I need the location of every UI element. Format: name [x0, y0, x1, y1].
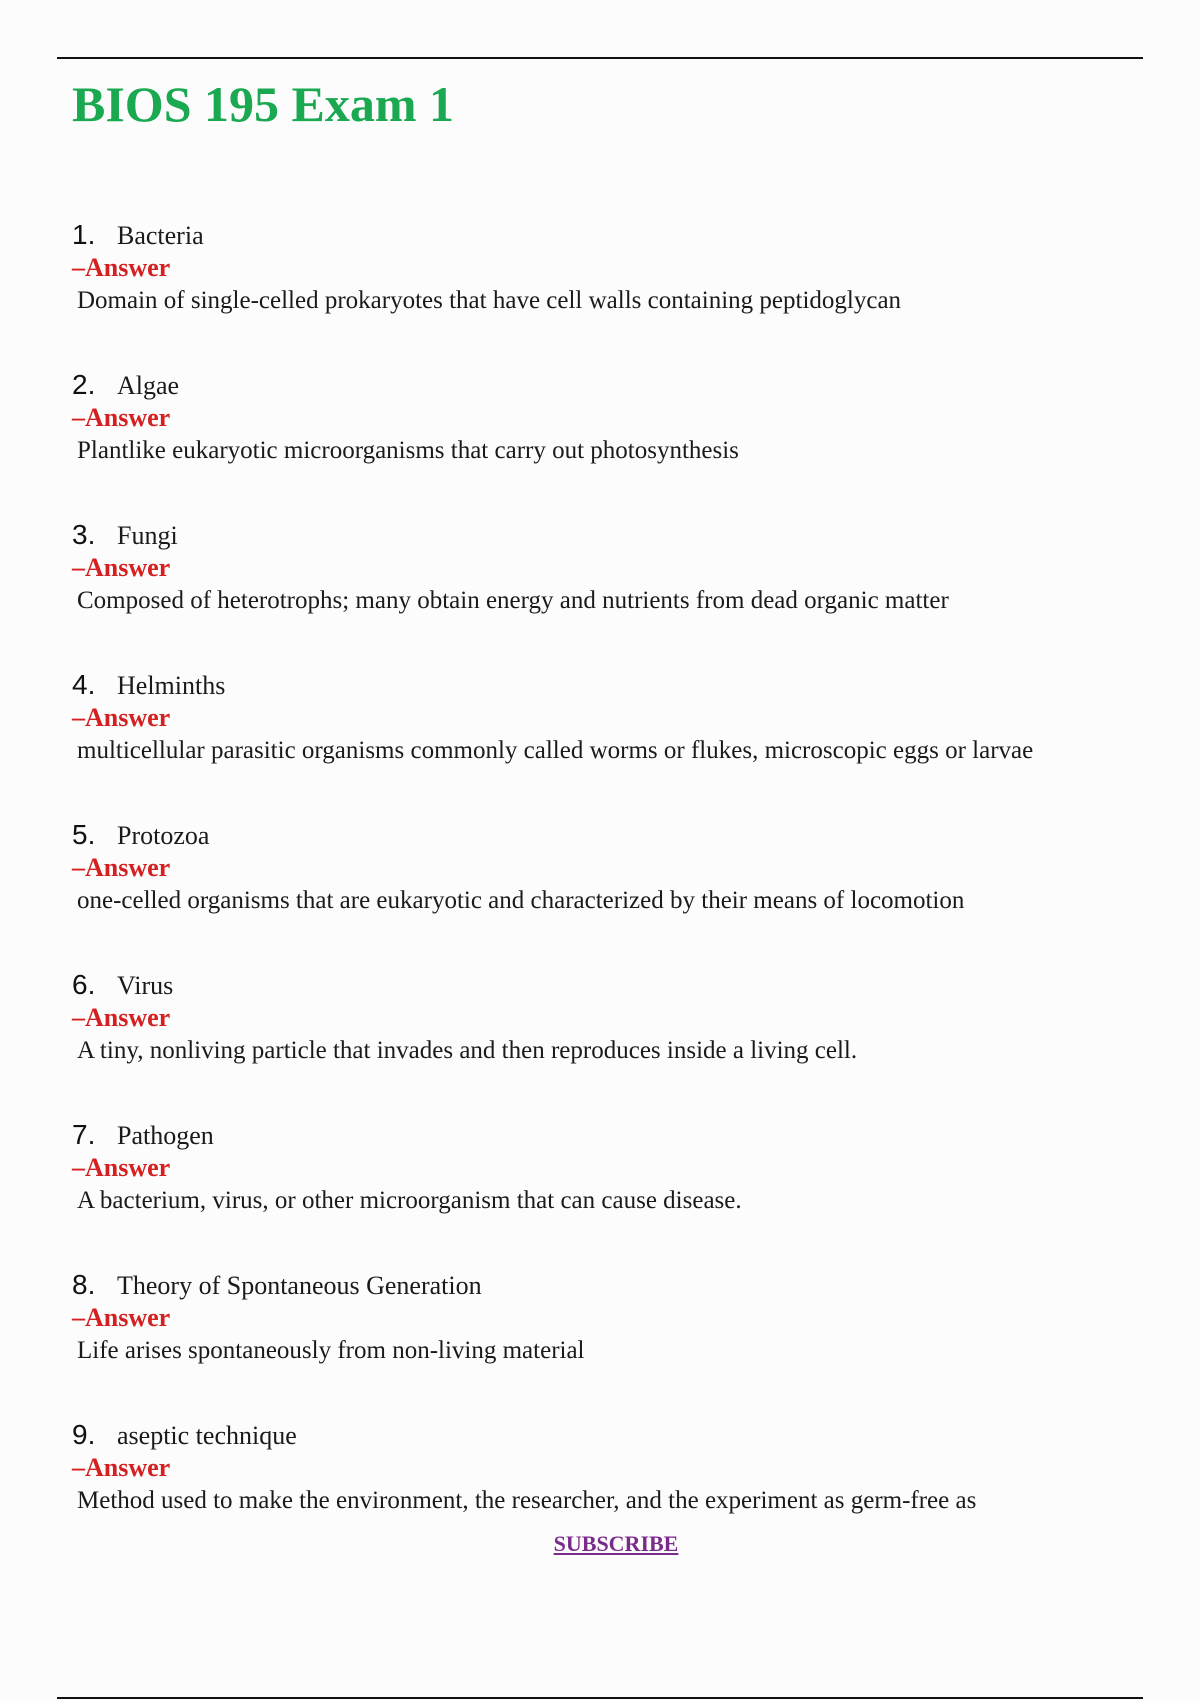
question-item — [72, 668, 1200, 818]
answer-label: –Answer — [72, 253, 171, 282]
question-line — [72, 1118, 1200, 1152]
question-line — [72, 218, 1200, 252]
answer-label: –Answer — [72, 1303, 171, 1332]
question-term: Theory of Spontaneous Generation — [117, 1271, 482, 1300]
question-item — [72, 1118, 1200, 1268]
answer-label: –Answer — [72, 703, 171, 732]
question-term: Fungi — [117, 521, 178, 550]
answer-text: Plantlike eukaryotic microorganisms that carry out photosynthesis — [77, 437, 739, 464]
answer-text: A tiny, nonliving particle that invades and then reproduces inside a living cell. — [77, 1037, 858, 1064]
question-term: Bacteria — [117, 221, 204, 250]
question-number: 3. — [72, 519, 96, 550]
question-number: 7. — [72, 1119, 96, 1150]
question-number: 9. — [72, 1419, 96, 1450]
question-line — [72, 518, 1200, 552]
question-item — [72, 518, 1200, 668]
question-term: Helminths — [117, 671, 226, 700]
answer-label: –Answer — [72, 1003, 171, 1032]
answer-text: Domain of single-celled prokaryotes that have cell walls containing peptidoglycan — [77, 287, 902, 314]
question-line — [72, 1418, 1200, 1452]
question-item — [72, 368, 1200, 518]
answer-label: –Answer — [72, 553, 171, 582]
question-item — [72, 218, 1200, 368]
question-number: 8. — [72, 1269, 96, 1300]
question-term: Protozoa — [117, 821, 210, 850]
question-term: Pathogen — [117, 1121, 214, 1150]
question-number: 6. — [72, 969, 96, 1000]
answer-label: –Answer — [72, 853, 171, 882]
top-rule — [57, 57, 1143, 59]
question-item — [72, 818, 1200, 968]
question-item — [72, 968, 1200, 1118]
question-line — [72, 668, 1200, 702]
question-number: 1. — [72, 219, 96, 250]
answer-label: –Answer — [72, 403, 171, 432]
subscribe-link[interactable]: SUBSCRIBE — [553, 1531, 679, 1556]
question-list — [72, 218, 1200, 1568]
question-line — [72, 368, 1200, 402]
question-number: 2. — [72, 369, 96, 400]
answer-text: Life arises spontaneously from non-living material — [77, 1337, 585, 1364]
question-line — [72, 1268, 1200, 1302]
answer-text: one-celled organisms that are eukaryotic and characterized by their means of locomotion — [77, 887, 965, 914]
question-number: 4. — [72, 669, 96, 700]
answer-text: Composed of heterotrophs; many obtain energy and nutrients from dead organic matter — [77, 587, 949, 614]
answer-text: Method used to make the environment, the researcher, and the experiment as germ-free as — [77, 1487, 977, 1514]
answer-text: multicellular parasitic organisms commonly called worms or flukes, microscopic eggs or larvae — [77, 737, 1034, 764]
answer-text: A bacterium, virus, or other microorganism that can cause disease. — [77, 1187, 742, 1214]
question-term: aseptic technique — [117, 1421, 297, 1450]
question-item — [72, 1268, 1200, 1418]
question-term: Algae — [117, 371, 180, 400]
answer-label: –Answer — [72, 1153, 171, 1182]
question-line — [72, 818, 1200, 852]
question-term: Virus — [117, 971, 174, 1000]
answer-label: –Answer — [72, 1453, 171, 1482]
document-title: BIOS 195 Exam 1 — [72, 76, 455, 132]
question-line — [72, 968, 1200, 1002]
bottom-rule — [57, 1697, 1143, 1699]
question-number: 5. — [72, 819, 96, 850]
